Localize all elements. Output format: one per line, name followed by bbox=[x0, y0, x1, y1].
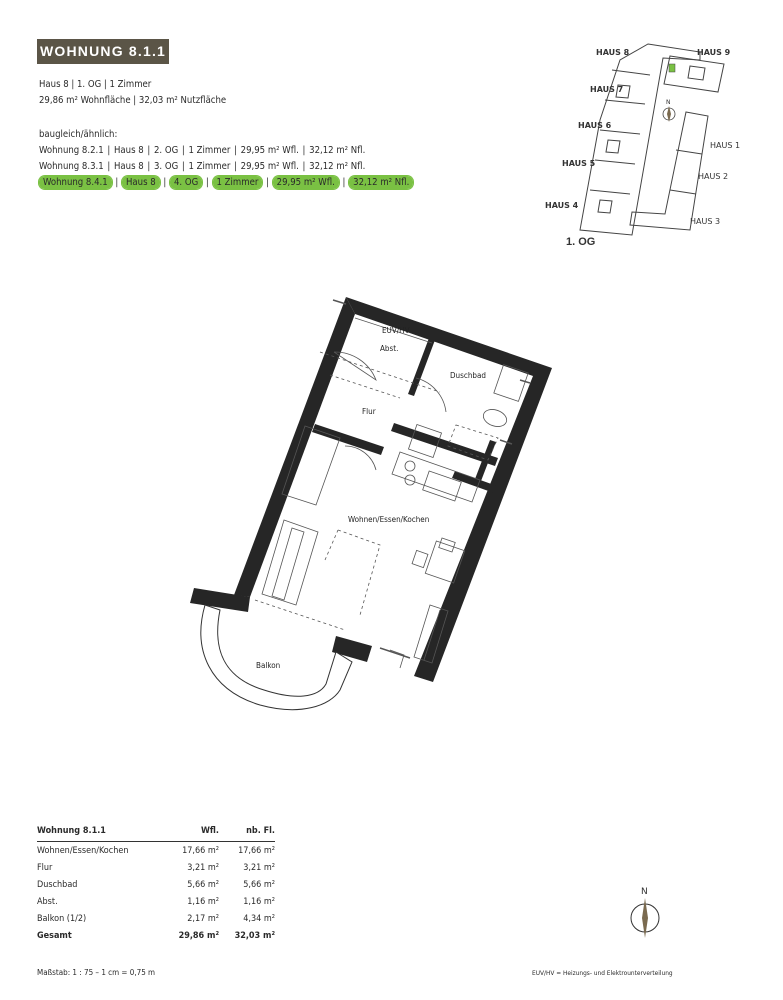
apartment-title: WOHNUNG 8.1.1 bbox=[37, 39, 169, 64]
table-row: Balkon (1/2) 2,17 m² 4,34 m² bbox=[37, 913, 275, 924]
keymap-house-label: HAUS 2 bbox=[698, 172, 729, 181]
table-header-row: Wohnung 8.1.1 Wfl. nb. Fl. bbox=[37, 822, 275, 842]
table-total-row: Gesamt 29,86 m² 32,03 m² bbox=[37, 930, 275, 941]
keymap-house-label: HAUS 6 bbox=[578, 121, 612, 130]
similar-heading: baugleich/ähnlich: bbox=[39, 129, 118, 140]
room-label-duschbad: Duschbad bbox=[450, 371, 486, 380]
compass-north-label: N bbox=[641, 887, 648, 897]
table-row: Abst. 1,16 m² 1,16 m² bbox=[37, 896, 275, 907]
keymap-house-label: HAUS 1 bbox=[710, 141, 741, 150]
area-table bbox=[37, 822, 275, 944]
keymap-house-label: HAUS 3 bbox=[690, 217, 721, 226]
keymap-floor-label: 1. OG bbox=[566, 236, 596, 248]
room-label-abst: Abst. bbox=[380, 344, 399, 353]
table-row: Duschbad 5,66 m² 5,66 m² bbox=[37, 879, 275, 890]
room-label-wohnen: Wohnen/Essen/Kochen bbox=[348, 515, 430, 524]
similar-row-highlighted[interactable]: Wohnung 8.4.1 | Haus 8 | 4. OG | 1 Zimmer | 29,95 m² Wfl. | 32,12 m² Nfl. bbox=[39, 175, 413, 191]
keymap-house-label: HAUS 8 bbox=[596, 48, 630, 57]
legend-note: EUV/HV = Heizungs- und Elektrounterverteilung bbox=[532, 969, 673, 977]
keymap-house-label: HAUS 9 bbox=[697, 48, 731, 57]
keymap-house-label: HAUS 5 bbox=[562, 159, 596, 168]
similar-row[interactable]: Wohnung 8.3.1 | Haus 8 | 3. OG | 1 Zimmer | 29,95 m² Wfl. | 32,12 m² Nfl. bbox=[39, 161, 366, 172]
keymap-north-label: N bbox=[666, 99, 671, 106]
table-row: Wohnen/Essen/Kochen 17,66 m² 17,66 m² bbox=[37, 845, 275, 856]
scale-note: Maßstab: 1 : 75 – 1 cm = 0,75 m bbox=[37, 968, 156, 977]
apartment-info-line1: Haus 8 | 1. OG | 1 Zimmer bbox=[39, 79, 152, 90]
compass-icon bbox=[620, 880, 670, 950]
room-label-flur: Flur bbox=[362, 407, 376, 416]
table-row: Flur 3,21 m² 3,21 m² bbox=[37, 862, 275, 873]
apartment-info-line2: 29,86 m² Wohnfläche | 32,03 m² Nutzfläche bbox=[39, 95, 227, 106]
keymap-house-label: HAUS 4 bbox=[545, 201, 579, 210]
similar-row[interactable]: Wohnung 8.2.1 | Haus 8 | 2. OG | 1 Zimmer | 29,95 m² Wfl. | 32,12 m² Nfl. bbox=[39, 145, 366, 156]
wall-east bbox=[346, 297, 552, 682]
room-label-euv: EUV/HV bbox=[382, 326, 410, 335]
keymap-house-label: HAUS 7 bbox=[590, 85, 624, 94]
room-label-balkon: Balkon bbox=[256, 661, 281, 670]
